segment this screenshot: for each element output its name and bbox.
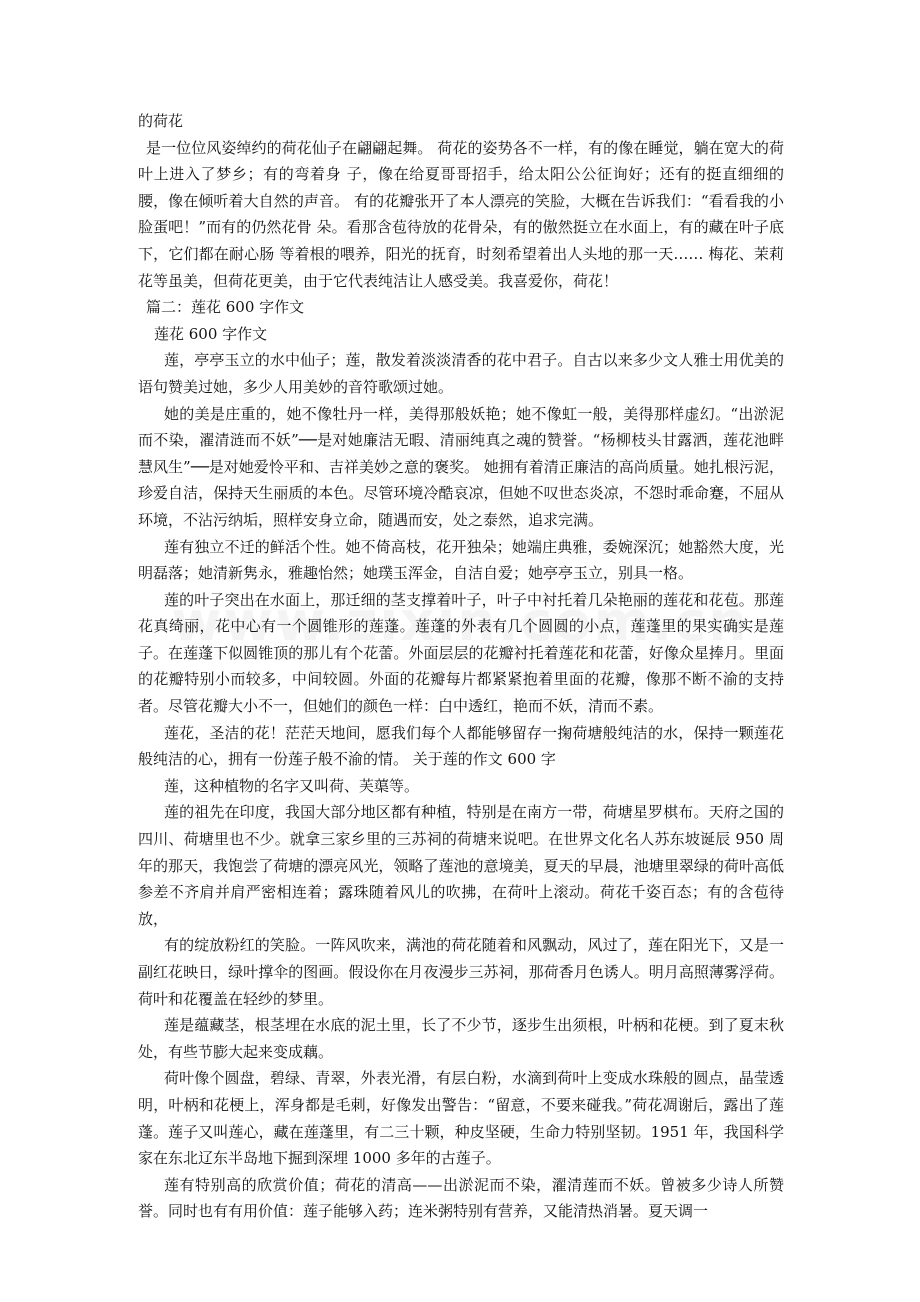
article-title: 莲花 600 字作文 [154,324,268,343]
paragraph: 莲，亭亭玉立的水中仙子；莲，散发着淡淡清香的花中君子。自古以来多少文人雅士用优美的语句赞美过她，多少人用美妙的音符歌颂过她。 [138,351,784,396]
paragraph: 她的美是庄重的，她不像牡丹一样，美得那般妖艳；她不像虹一般，美得那样虚幻。“出淤泥而不染，濯清涟而不妖”──是对她廉洁无暇、清丽纯真之魂的赞誉。“杨柳枝头甘露洒，莲花池畔慧风生”──是对她爱怜平和、吉祥美妙之意的褒奖。 她拥有着清正廉洁的高尚质量。她扎根污泥，珍爱自洁，保持天生丽质的本色。尽管环境冷酷哀凉，但她不叹世态炎凉，不怨时乖命蹇，不屈从环境，不沾污纳垢，照样安身立命，随遇而安，处之泰然，追求完满。 [138,404,784,529]
paragraph: 有的绽放粉红的笑脸。一阵风吹来，满池的荷花随着和风飘动，风过了，莲在阳光下，又是一副红花映日，绿叶撑伞的图画。假设你在月夜漫步三苏祠，那荷香月色诱人。明月高照薄雾浮荷。荷叶和花覆盖在轻纱的梦里。 [138,936,784,1008]
paragraph: 莲的叶子突出在水面上，那迁细的茎支撑着叶子，叶子中衬托着几朵艳丽的莲花和花苞。那莲花真绮丽，花中心有一个圆锥形的莲蓬。莲蓬的外表有几个圆圆的小点，莲蓬里的果实确实是莲子。在莲蓬下似圆锥顶的那儿有个花蕾。外面层层的花瓣衬托着莲花和花蕾，好像众星捧月。里面的花瓣特别小而较多，中间较圆。外面的花瓣每片都紧紧抱着里面的花瓣，像那不断不渝的支持者。尽管花瓣大小不一，但她们的颜色一样：白中透红，艳而不妖，清而不素。 [138,590,784,716]
paragraph: 莲花，圣洁的花！茫茫天地间，愿我们每个人都能够留存一掬荷塘般纯洁的水，保持一颗莲花般纯洁的心，拥有一份莲子般不渝的情。 关于莲的作文 600 字 [138,723,784,769]
paragraph: 莲的祖先在印度，我国大部分地区都有种植，特别是在南方一带，荷塘星罗棋布。天府之国的四川、荷塘里也不少。就拿三家乡里的三苏祠的荷塘来说吧。在世界文化名人苏东坡诞辰 950 周年的那天，我饱尝了荷塘的漂亮风光，领略了莲池的意境美，夏天的早晨，池塘里翠绿的荷叶高低参差不齐肩并肩严密相连着；露珠随着风儿的吹拂，在荷叶上滚动。荷花千姿百态；有的含苞待放， [138,803,784,928]
paragraph: 莲有独立不迁的鲜活个性。她不倚高枝，花开独朵；她端庄典雅，委婉深沉；她豁然大度，光明磊落；她清新隽永，雅趣怡然；她璞玉浑金，自洁自爱；她亭亭玉立，别具一格。 [138,537,784,583]
document-body [138,108,784,1225]
paragraph: 是一位位风姿绰约的荷花仙子在翩翩起舞。 荷花的姿势各不一样，有的像在睡觉，躺在宽大的荷叶上进入了梦乡；有的弯着身 子，像在给夏哥哥招手，给太阳公公征询好；还有的挺直细细的腰，像在倾听着大自然的声音。 有的花瓣张开了本人漂亮的笑脸，大概在告诉我们：“看看我的小脸蛋吧！”而有的仍然花骨 朵。看那含苞待放的花骨朵，有的傲然挺立在水面上，有的藏在叶子底下，它们都在耐心肠 等着根的喂养，阳光的抚育，时刻希望着出人头地的那一天…… 梅花、茉莉花等虽美，但荷花更美，由于它代表纯洁让人感受美。我喜爱你，荷花！ [138,138,784,290]
paragraph-heading-fragment: 的荷花 [138,112,184,130]
paragraph: 莲，这种植物的名字又叫荷、芙蕖等。 [164,776,420,795]
paragraph: 荷叶像个圆盘，碧绿、青翠，外表光滑，有层白粉，水滴到荷叶上变成水珠般的圆点，晶莹透明，叶柄和花梗上，浑身都是毛刺，好像发出警告：“留意，不要来碰我。”荷花凋谢后，露出了莲蓬。莲子又叫莲心，藏在莲蓬里，有二三十颗，种皮坚硬，生命力特别坚韧。1951 年，我国科学家在东北辽东半岛地下掘到深埋 1000 多年的古莲子。 [138,1069,784,1168]
paragraph: 莲是蕴藏茎，根茎埋在水底的泥土里，长了不少节，逐步生出须根，叶柄和花梗。到了夏末秋处，有些节膨大起来变成藕。 [138,1016,784,1061]
section-title: 篇二：莲花 600 字作文 [146,298,305,317]
paragraph: 莲有特别高的欣赏价值；荷花的清高——出淤泥而不染，濯清莲而不妖。曾被多少诗人所赞誉。同时也有有用价值：莲子能够入药；连米粥特别有营养，又能清热消暑。夏天调一 [138,1175,784,1221]
